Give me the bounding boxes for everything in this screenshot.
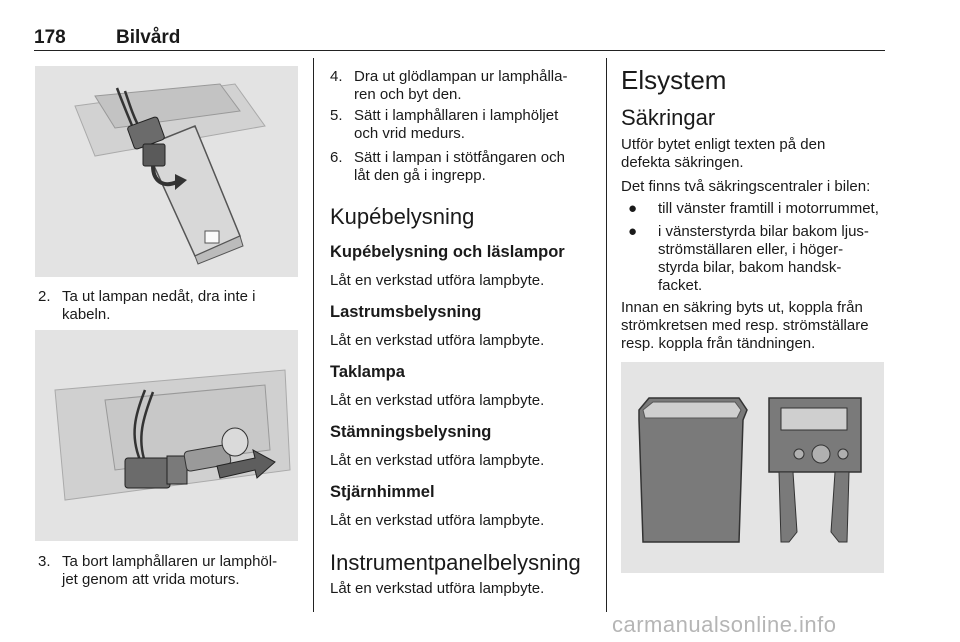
watermark: carmanualsonline.info [612, 612, 837, 637]
step-number: 5. [330, 107, 343, 124]
section-text: Låt en verkstad utföra lampbyte. [330, 580, 545, 597]
step-text: Sätt i lamphållaren i lamphöljet och vrid medurs. [354, 107, 559, 142]
bulb-holder-illustration [35, 330, 298, 541]
section-text: Låt en verkstad utföra lampbyte. [330, 272, 545, 289]
paragraph-3: Innan en säkring byts ut, koppla från strömkretsen med resp. strömställare resp. koppla från tändningen. [621, 299, 869, 352]
section-title: Kupébelysning och läslampor [330, 243, 565, 261]
section-title: Lastrumsbelysning [330, 303, 482, 321]
section-text: Låt en verkstad utföra lampbyte. [330, 452, 545, 469]
page-header [34, 27, 884, 51]
section-text: Låt en verkstad utföra lampbyte. [330, 332, 545, 349]
section-title: Stämningsbelysning [330, 423, 492, 441]
fuse-drawing [621, 362, 884, 573]
paragraph-2: Det finns två säkringscentraler i bilen: [621, 178, 871, 195]
step-number: 3. [38, 553, 51, 570]
section-title: Stjärnhimmel [330, 483, 435, 501]
paragraph-1: Utför bytet enligt texten på den defekta säkringen. [621, 136, 826, 171]
section-title: Bilvård [116, 27, 181, 48]
page-number: 178 [34, 27, 66, 48]
column-divider-right [606, 58, 607, 612]
step-text: Ta ut lampan nedåt, dra inte i kabeln. [62, 288, 256, 323]
heading-elsystem: Elsystem [621, 65, 727, 95]
heading-kupebelysning: Kupébelysning [330, 204, 475, 229]
bullet-dot-icon: ● [628, 223, 638, 240]
section-text: Låt en verkstad utföra lampbyte. [330, 512, 545, 529]
step-number: 6. [330, 149, 343, 166]
step-text: Sätt i lampan i stötfångaren och låt den gå i ingrepp. [354, 149, 565, 184]
step-number: 2. [38, 288, 51, 305]
heading-instrumentpanelbelysning: Instrumentpanelbelysning [330, 550, 581, 575]
lamp-removal-illustration [35, 66, 298, 277]
heading-sakringar: Säkringar [621, 105, 716, 130]
step-text: Dra ut glödlampan ur lamphålla- ren och byt den. [354, 68, 568, 103]
fuse-illustration [621, 362, 884, 573]
bullet-dot-icon: ● [628, 200, 638, 217]
header-rule [34, 50, 885, 51]
section-text: Låt en verkstad utföra lampbyte. [330, 392, 545, 409]
section-title: Taklampa [330, 363, 405, 381]
column-divider-left [313, 58, 314, 612]
bulb-holder-drawing [35, 330, 298, 541]
lamp-removal-drawing [35, 66, 298, 277]
step-text: Ta bort lamphållaren ur lamphöl- jet genom att vrida moturs. [62, 553, 278, 588]
step-number: 4. [330, 68, 343, 85]
